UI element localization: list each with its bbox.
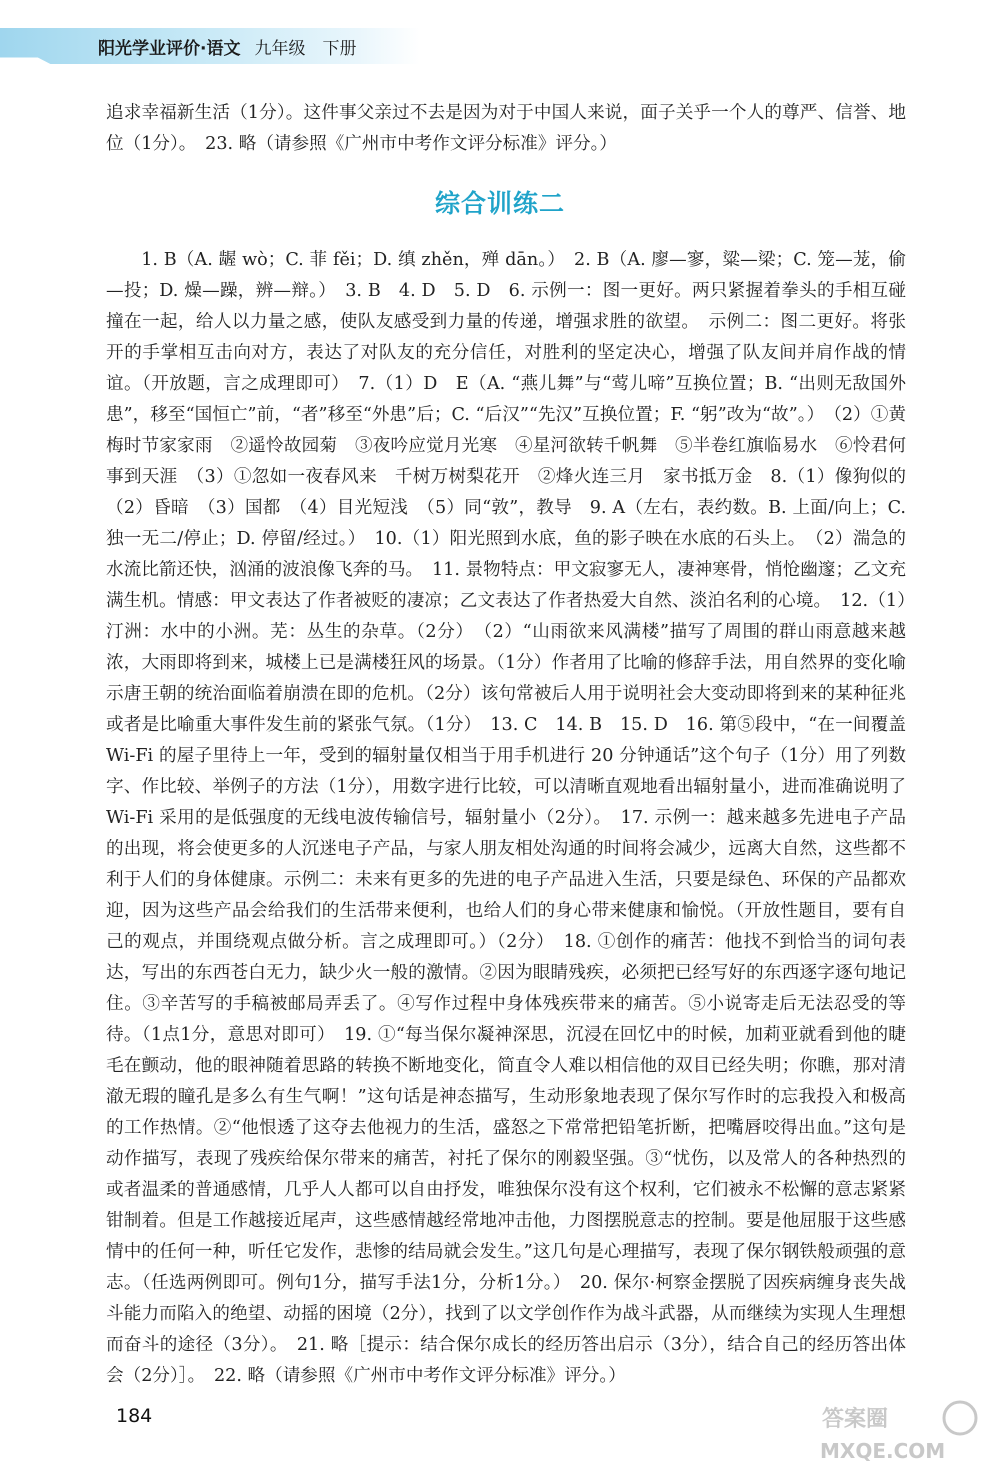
watermark-circle-icon [944,1402,976,1434]
header-title [98,34,356,59]
section-title: 综合训练二 [434,189,565,218]
answer-paragraph: 1. B（A. 龌 wò；C. 菲 fěi；D. 缜 zhěn，殚 dān。） 2. B（A. 廖—寥，粱—梁；C. 笼—茏，偷—投；D. 燥—躁，辨—辩。） 3. B 4. D 5. D 6. 示例一：图一更好。两只紧握着拳头的手相互碰撞在一起，给人以力量之感，使队友感受到力量的传递，增强求胜的欲望。 示例二：图二更好。将张开的手掌相互击向对方，表达了对队友的充分信任，对胜利的坚定决心，增强了队友间并肩作战的情谊。（开放题，言之成理即可） 7.（1）D E（A. “燕儿舞”与“莺儿啼”互换位置；B. “出则无敌国外患”，移至“国恒亡”前，“者”移至“外患”后；C. “后汉”“先汉”互换位置；F. “躬”改为“故”。） （2）①黄梅时节家家雨 ②遥怜故园菊 ③夜吟应觉月光寒 ④星河欲转千帆舞 ⑤半卷红旗临易水 ⑥怜君何事到天涯 （3）①忽如一夜春风来 千树万树梨花开 ②烽火连三月 家书抵万金 8.（1）像狗似的 （2）昏暗 （3）国都 （4）目光短浅 （5）同“敦”，教导 9. A（左右，表约数。B. 上面/向上；C. 独一无二/停止；D. 停留/经过。） 10.（1）阳光照到水底，鱼的影子映在水底的石头上。 （2）湍急的水流比箭还快，汹涌的波浪像飞奔的马。 11. 景物特点：甲文寂寥无人，凄神寒骨，悄怆幽邃；乙文充满生机。情感：甲文表达了作者被贬的凄凉；乙文表达了作者热爱大自然、淡泊名利的心境。 12.（1）汀洲：水中的小洲。芜：丛生的杂草。（2分） （2）“山雨欲来风满楼”描写了周围的群山雨意越来越浓，大雨即将到来，城楼上已是满楼狂风的场景。（1分）作者用了比喻的修辞手法，用自然界的变化喻示唐王朝的统治面临着崩溃在即的危机。（2分）该句常被后人用于说明社会大变动即将到来的某种征兆或者是比喻重大事件发生前的紧张气氛。（1分） 13. C 14. B 15. D 16. 第⑤段中，“在一间覆盖 Wi-Fi 的屋子里待上一年，受到的辐射量仅相当于用手机进行 20 分钟通话”这个句子（1分）用了列数字、作比较、举例子的方法（1分），用数字进行比较，可以清晰直观地看出辐射量小，进而准确说明了 Wi-Fi 采用的是低强度的无线电波传输信号，辐射量小（2分）。 17. 示例一：越来越多先进电子产品的出现，将会使更多的人沉迷电子产品，与家人朋友相处沟通的时间将会减少，远离大自然，这些都不利于人们的身体健康。示例二：未来有更多的先进的电子产品进入生活，只要是绿色、环保的产品都欢迎，因为这些产品会给我们的生活带来便利，也给人们的身心带来健康和愉悦。（开放性题目，要有自己的观点，并围绕观点做分析。言之成理即可。）（2分） 18. ①创作的痛苦：他找不到恰当的词句表达，写出的东西苍白无力，缺少火一般的激情。②因为眼睛残疾，必须把已经写好的东西逐字逐句地记住。③辛苦写的手稿被邮局弄丢了。④写作过程中身体残疾带来的痛苦。⑤小说寄走后无法忍受的等待。（1点1分，意思对即可） 19. ①“每当保尔凝神深思，沉浸在回忆中的时候，加莉亚就看到他的睫毛在颤动，他的眼神随着思路的转换不断地变化，简直令人难以相信他的双目已经失明；你瞧，那对清澈无瑕的瞳孔是多么有生气啊！”这句话是神态描写，生动形象地表现了保尔写作时的忘我投入和极高的工作热情。②“他恨透了这夺去他视力的生活，盛怒之下常常把铅笔折断，把嘴唇咬得出血。”这句是动作描写，表现了残疾给保尔带来的痛苦，衬托了保尔的刚毅坚强。③“忧伤，以及常人的各种热烈的或者温柔的普通感情，几乎人人都可以自由抒发，唯独保尔没有这个权利，它们被永不松懈的意志紧紧钳制着。但是工作越接近尾声，这些感情越经常地冲击他，力图摆脱意志的控制。要是他屈服于这些感情中的任何一种，听任它发作，悲惨的结局就会发生。”这几句是心理描写，表现了保尔钢铁般顽强的意志。（任选两例即可。例句1分，描写手法1分，分析1分。） 20. 保尔·柯察金摆脱了因疾病缠身丧失战斗能力而陷入的绝望、动摇的困境（2分），找到了以文学创作作为战斗武器，从而继续为实现人生理想而奋斗的途径（3分）。 21. 略［提示：结合保尔成长的经历答出启示（3分），结合自己的经历答出体会（2分）］。 22. 略（请参照《广州市中考作文评分标准》评分。） [106,250,924,1386]
watermark-url: MXQE.COM [820,1439,946,1463]
book-title: 阳光学业评价·语文 [98,39,241,59]
intro-paragraph: 追求幸福新生活（1分）。这件事父亲过不去是因为对于中国人来说，面子关乎一个人的尊严、信誉、地位（1分）。 23. 略（请参照《广州市中考作文评分标准》评分。） [106,103,906,154]
watermark-logo [820,1398,985,1464]
grade-volume: 九年级 下册 [254,39,357,59]
watermark-logo-text: 答案圈 [822,1407,889,1432]
page-number: 184 [116,1405,153,1427]
